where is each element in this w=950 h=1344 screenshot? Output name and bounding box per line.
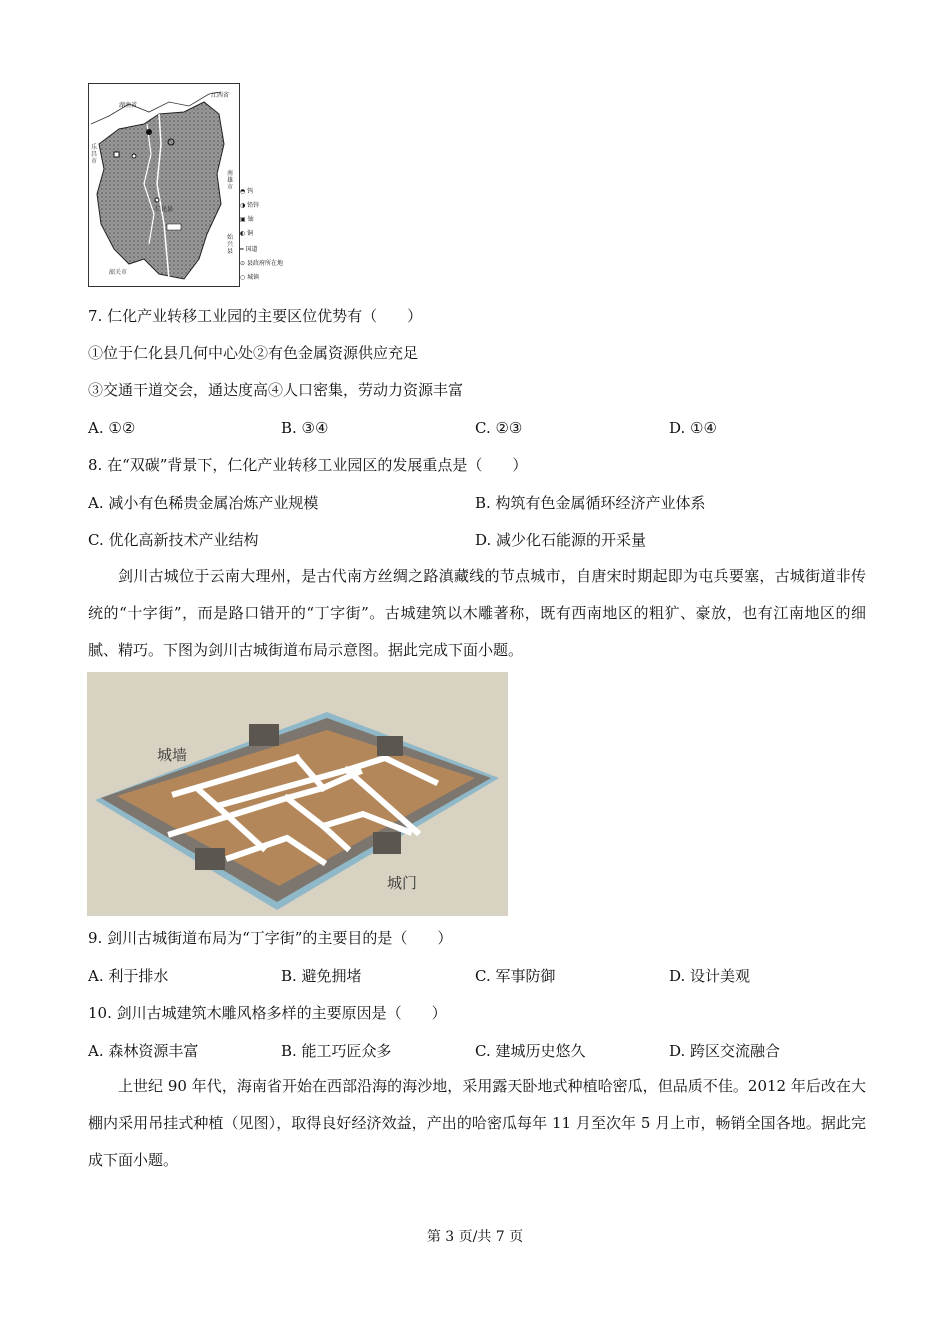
mineral-icon xyxy=(146,129,152,135)
passage-jianchuan: 剑川古城位于云南大理州，是古代南方丝绸之路滇藏线的节点城市，自唐宋时期起即为屯兵要塞，古城街道非传统的“十字街”，而是路口错开的“丁字街”。古城建筑以木雕著称，既有西南地区的粗犷、豪放，也有江南地区的细腻、精巧。下图为剑川古城街道布局示意图。据此完成下面小题。 xyxy=(88,567,866,659)
q10-option-c: C. 建城历史悠久 xyxy=(475,1042,586,1060)
q7-option-c: C. ②③ xyxy=(475,419,523,437)
q8-option-d: D. 减少化石能源的开采量 xyxy=(475,531,647,549)
q10-option-a: A. 森林资源丰富 xyxy=(88,1042,199,1060)
legend-tungsten: ◓ 钨 xyxy=(240,188,254,195)
q9-option-c: C. 军事防御 xyxy=(475,967,556,985)
legend-town: ○ 城镇 xyxy=(240,274,260,281)
q7-option-a: A. ①② xyxy=(88,419,136,437)
q9-option-b: B. 避免拥堵 xyxy=(281,967,362,985)
q8-option-a: A. 减小有色稀贵金属冶炼产业规模 xyxy=(88,494,319,512)
map-label-nanxiong: 南雄市 xyxy=(227,170,234,191)
city-drawing xyxy=(87,672,508,916)
industrial-park-marker xyxy=(167,224,181,230)
city-gate-label: 城门 xyxy=(387,874,418,892)
map-label-lechang: 乐昌市 xyxy=(91,144,98,165)
q10-option-b: B. 能工巧匠众多 xyxy=(281,1042,392,1060)
map-label-shixing: 始兴县 xyxy=(227,234,234,255)
q8-option-b: B. 构筑有色金属循环经济产业体系 xyxy=(475,494,706,512)
map-label-shaoguan: 韶关市 xyxy=(109,269,128,276)
q10-option-d: D. 跨区交流融合 xyxy=(669,1042,781,1060)
town-icon xyxy=(155,198,159,202)
q9-stem: 9. 剑川古城街道布局为“丁字街”的主要目的是（ ） xyxy=(88,929,453,947)
q7-statement-1: ①位于仁化县几何中心处②有色金属资源供应充足 xyxy=(88,344,419,362)
q7-option-b: B. ③④ xyxy=(281,419,329,437)
q8-stem: 8. 在“双碳”背景下，仁化产业转移工业园区的发展重点是（ ） xyxy=(88,456,528,474)
passage-hami-melon: 上世纪 90 年代，海南省开始在西部沿海的海沙地，采用露天卧地式种植哈密瓜，但品质不佳。2012 年后改在大棚内采用吊挂式种植（见图），取得良好经济效益，产出的哈密瓜每年 11 月至次年 5 月上市，畅销全国各地。据此完成下面小题。 xyxy=(88,1077,866,1169)
legend-county-seat: ⊙ 县政府所在地 xyxy=(240,260,283,267)
page-number: 第 3 页/共 7 页 xyxy=(426,1229,524,1245)
q7-option-d: D. ①④ xyxy=(669,419,717,437)
town-icon xyxy=(132,154,136,158)
city-wall-label: 城墙 xyxy=(157,746,188,764)
legend-road: ━ 国道 xyxy=(240,246,258,253)
q7-statement-2: ③交通干道交会，通达度高④人口密集，劳动力资源丰富 xyxy=(88,381,464,399)
q9-option-d: D. 设计美观 xyxy=(669,967,751,985)
mineral-icon xyxy=(114,152,119,157)
map-drawing xyxy=(89,84,239,286)
legend-copper: ◐ 铜 xyxy=(240,230,254,237)
q10-stem: 10. 剑川古城建筑木雕风格多样的主要原因是（ ） xyxy=(88,1004,447,1022)
q7-stem: 7. 仁化产业转移工业园的主要区位优势有（ ） xyxy=(88,307,423,325)
renhua-map xyxy=(88,83,240,287)
map-label-renhua: 仁化县 xyxy=(155,206,174,213)
map-label-jiangxi: 江西省 xyxy=(211,92,230,99)
legend-uranium: ▣ 铀 xyxy=(240,216,254,223)
jianchuan-street-layout-figure xyxy=(87,672,508,916)
map-label-hunan: 湖南省 xyxy=(119,102,138,109)
q9-option-a: A. 利于排水 xyxy=(88,967,169,985)
q8-option-c: C. 优化高新技术产业结构 xyxy=(88,531,259,549)
legend-lead-zinc: ◑ 铅锌 xyxy=(240,202,260,209)
